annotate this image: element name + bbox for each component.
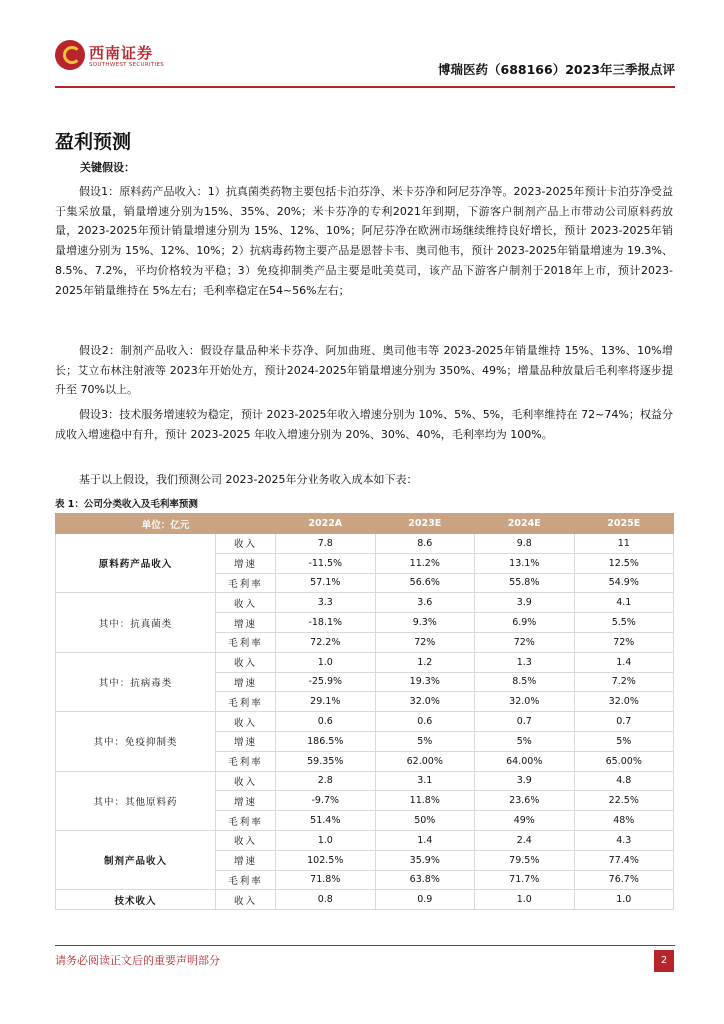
value-cell: 0.6 xyxy=(276,712,376,732)
revenue-forecast-table xyxy=(55,513,674,910)
value-cell: 11 xyxy=(574,534,674,554)
logo-chinese-name: 西南证券 xyxy=(89,44,154,62)
value-cell: 29.1% xyxy=(276,692,376,712)
section-title: 盈利预测 xyxy=(55,131,132,153)
value-cell: 7.2% xyxy=(574,672,674,692)
value-cell: 3.6 xyxy=(375,593,475,613)
footer-divider xyxy=(55,945,675,946)
value-cell: 13.1% xyxy=(475,553,575,573)
value-cell: 0.9 xyxy=(375,890,475,910)
value-cell: 1.0 xyxy=(574,890,674,910)
value-cell: 3.9 xyxy=(475,771,575,791)
value-cell: 79.5% xyxy=(475,850,575,870)
value-cell: 32.0% xyxy=(574,692,674,712)
value-cell: 11.2% xyxy=(375,553,475,573)
category-cell: 其中：免疫抑制类 xyxy=(56,712,216,771)
metric-cell: 毛利率 xyxy=(216,811,276,831)
value-cell: 48% xyxy=(574,811,674,831)
table-body xyxy=(56,534,674,910)
category-cell: 原料药产品收入 xyxy=(56,534,216,593)
category-cell: 其中：抗真菌类 xyxy=(56,593,216,652)
metric-cell: 收入 xyxy=(216,890,276,910)
value-cell: 22.5% xyxy=(574,791,674,811)
table-row xyxy=(56,890,674,910)
value-cell: 32.0% xyxy=(375,692,475,712)
page-header xyxy=(55,36,675,82)
logo-icon xyxy=(55,40,85,70)
value-cell: 59.35% xyxy=(276,751,376,771)
value-cell: 72.2% xyxy=(276,632,376,652)
value-cell: 1.2 xyxy=(375,652,475,672)
metric-cell: 增速 xyxy=(216,613,276,633)
value-cell: 6.9% xyxy=(475,613,575,633)
value-cell: 50% xyxy=(375,811,475,831)
value-cell: 63.8% xyxy=(375,870,475,890)
value-cell: 9.3% xyxy=(375,613,475,633)
value-cell: 56.6% xyxy=(375,573,475,593)
metric-cell: 增速 xyxy=(216,553,276,573)
metric-cell: 增速 xyxy=(216,672,276,692)
value-cell: 64.00% xyxy=(475,751,575,771)
value-cell: 1.0 xyxy=(475,890,575,910)
value-cell: 65.00% xyxy=(574,751,674,771)
value-cell: 77.4% xyxy=(574,850,674,870)
value-cell: 0.6 xyxy=(375,712,475,732)
value-cell: 32.0% xyxy=(475,692,575,712)
company-logo xyxy=(55,40,195,80)
value-cell: -25.9% xyxy=(276,672,376,692)
metric-cell: 收入 xyxy=(216,593,276,613)
report-title: 博瑞医药（688166）2023年三季报点评 xyxy=(438,62,675,77)
value-cell: 9.8 xyxy=(475,534,575,554)
metric-cell: 增速 xyxy=(216,791,276,811)
metric-cell: 增速 xyxy=(216,731,276,751)
table-row xyxy=(56,830,674,850)
metric-cell: 收入 xyxy=(216,830,276,850)
value-cell: 3.3 xyxy=(276,593,376,613)
metric-cell: 收入 xyxy=(216,712,276,732)
table-row xyxy=(56,652,674,672)
value-cell: 19.3% xyxy=(375,672,475,692)
assumption-paragraph: 假设2：制剂产品收入：假设存量品种米卡芬净、阿加曲班、奥司他韦等 2023-2025年销量维持 15%、13%、10%增长；艾立布林注射液等 2023年开始处方，预计2024-2025年销量增速分别为 350%、49%；增量品种放量后毛利率将逐步提升至 70%以上。 xyxy=(55,344,673,397)
metric-cell: 收入 xyxy=(216,652,276,672)
year-header: 2024E xyxy=(475,514,575,534)
value-cell: 186.5% xyxy=(276,731,376,751)
category-cell: 其中：其他原料药 xyxy=(56,771,216,830)
table-row xyxy=(56,712,674,732)
value-cell: 72% xyxy=(375,632,475,652)
value-cell: 1.4 xyxy=(375,830,475,850)
value-cell: 0.8 xyxy=(276,890,376,910)
header-divider xyxy=(55,86,675,88)
value-cell: 0.7 xyxy=(475,712,575,732)
assumption-paragraph: 假设3：技术服务增速较为稳定，预计 2023-2025年收入增速分别为 10%、5%、5%，毛利率维持在 72~74%；权益分成收入增速稳中有升，预计 2023-2025 年收入增速分别为 20%、30%、40%，毛利率均为 100%。 xyxy=(55,408,673,441)
value-cell: -18.1% xyxy=(276,613,376,633)
value-cell: 7.8 xyxy=(276,534,376,554)
category-cell: 其中：抗病毒类 xyxy=(56,652,216,711)
metric-cell: 毛利率 xyxy=(216,751,276,771)
value-cell: 51.4% xyxy=(276,811,376,831)
value-cell: 4.8 xyxy=(574,771,674,791)
value-cell: 35.9% xyxy=(375,850,475,870)
year-header: 2023E xyxy=(375,514,475,534)
value-cell: 5% xyxy=(375,731,475,751)
value-cell: 4.1 xyxy=(574,593,674,613)
value-cell: -11.5% xyxy=(276,553,376,573)
key-assumptions-heading: 关键假设： xyxy=(80,161,135,174)
metric-cell: 增速 xyxy=(216,850,276,870)
table-caption: 表 1：公司分类收入及毛利率预测 xyxy=(55,499,198,510)
value-cell: 1.0 xyxy=(276,830,376,850)
value-cell: 5% xyxy=(475,731,575,751)
metric-cell: 毛利率 xyxy=(216,573,276,593)
value-cell: 2.8 xyxy=(276,771,376,791)
logo-english-name: SOUTHWEST SECURITIES xyxy=(89,62,165,68)
value-cell: 54.9% xyxy=(574,573,674,593)
value-cell: 76.7% xyxy=(574,870,674,890)
value-cell: 1.4 xyxy=(574,652,674,672)
table-row xyxy=(56,534,674,554)
value-cell: 12.5% xyxy=(574,553,674,573)
metric-cell: 收入 xyxy=(216,534,276,554)
value-cell: 5% xyxy=(574,731,674,751)
assumption-paragraph: 假设1：原料药产品收入：1）抗真菌类药物主要包括卡泊芬净、米卡芬净和阿尼芬净等。2023-2025年预计卡泊芬净受益于集采放量，销量增速分别为15%、35%、20%；米卡芬净的专利2021年到期，下游客户制剂产品上市带动公司原料药放量，2023-2025年预计销量增速分别为 15%、12%、10%；阿尼芬净在欧洲市场继续维持良好增长，预计 2023-2025年销量增速分别为 15%、12%、10%；2）抗病毒药物主要产品是恩替卡韦、奥司他韦，预计 2023-2025年销量增速为 19.3%、8.5%、7.2%，平均价格较为平稳；3）免疫抑制类产品主要是吡美莫司，该产品下游客户制剂于2018年上市，预计2023-2025年销量维持在 5%左右；毛利率稳定在54~56%左右； xyxy=(55,185,673,297)
table-row xyxy=(56,771,674,791)
value-cell: 1.0 xyxy=(276,652,376,672)
value-cell: 57.1% xyxy=(276,573,376,593)
value-cell: 71.8% xyxy=(276,870,376,890)
page-number: 2 xyxy=(654,950,674,972)
metric-cell: 毛利率 xyxy=(216,632,276,652)
year-header: 2025E xyxy=(574,514,674,534)
category-cell: 制剂产品收入 xyxy=(56,830,216,889)
value-cell: 2.4 xyxy=(475,830,575,850)
unit-header: 单位：亿元 xyxy=(56,514,276,534)
value-cell: 11.8% xyxy=(375,791,475,811)
table-row xyxy=(56,593,674,613)
value-cell: 55.8% xyxy=(475,573,575,593)
disclaimer-notice: 请务必阅读正文后的重要声明部分 xyxy=(55,954,220,967)
metric-cell: 毛利率 xyxy=(216,692,276,712)
value-cell: 3.1 xyxy=(375,771,475,791)
value-cell: 1.3 xyxy=(475,652,575,672)
value-cell: 71.7% xyxy=(475,870,575,890)
metric-cell: 毛利率 xyxy=(216,870,276,890)
table-intro-paragraph: 基于以上假设，我们预测公司 2023-2025年分业务收入成本如下表： xyxy=(79,473,418,486)
metric-cell: 收入 xyxy=(216,771,276,791)
value-cell: 72% xyxy=(475,632,575,652)
value-cell: 49% xyxy=(475,811,575,831)
value-cell: 8.5% xyxy=(475,672,575,692)
value-cell: 4.3 xyxy=(574,830,674,850)
value-cell: 23.6% xyxy=(475,791,575,811)
value-cell: 0.7 xyxy=(574,712,674,732)
value-cell: 8.6 xyxy=(375,534,475,554)
value-cell: 5.5% xyxy=(574,613,674,633)
category-cell: 技术收入 xyxy=(56,890,216,910)
year-header: 2022A xyxy=(276,514,376,534)
table-header-row xyxy=(56,514,674,534)
value-cell: 102.5% xyxy=(276,850,376,870)
value-cell: 3.9 xyxy=(475,593,575,613)
value-cell: -9.7% xyxy=(276,791,376,811)
value-cell: 72% xyxy=(574,632,674,652)
revenue-forecast-table-wrapper xyxy=(55,513,673,910)
value-cell: 62.00% xyxy=(375,751,475,771)
